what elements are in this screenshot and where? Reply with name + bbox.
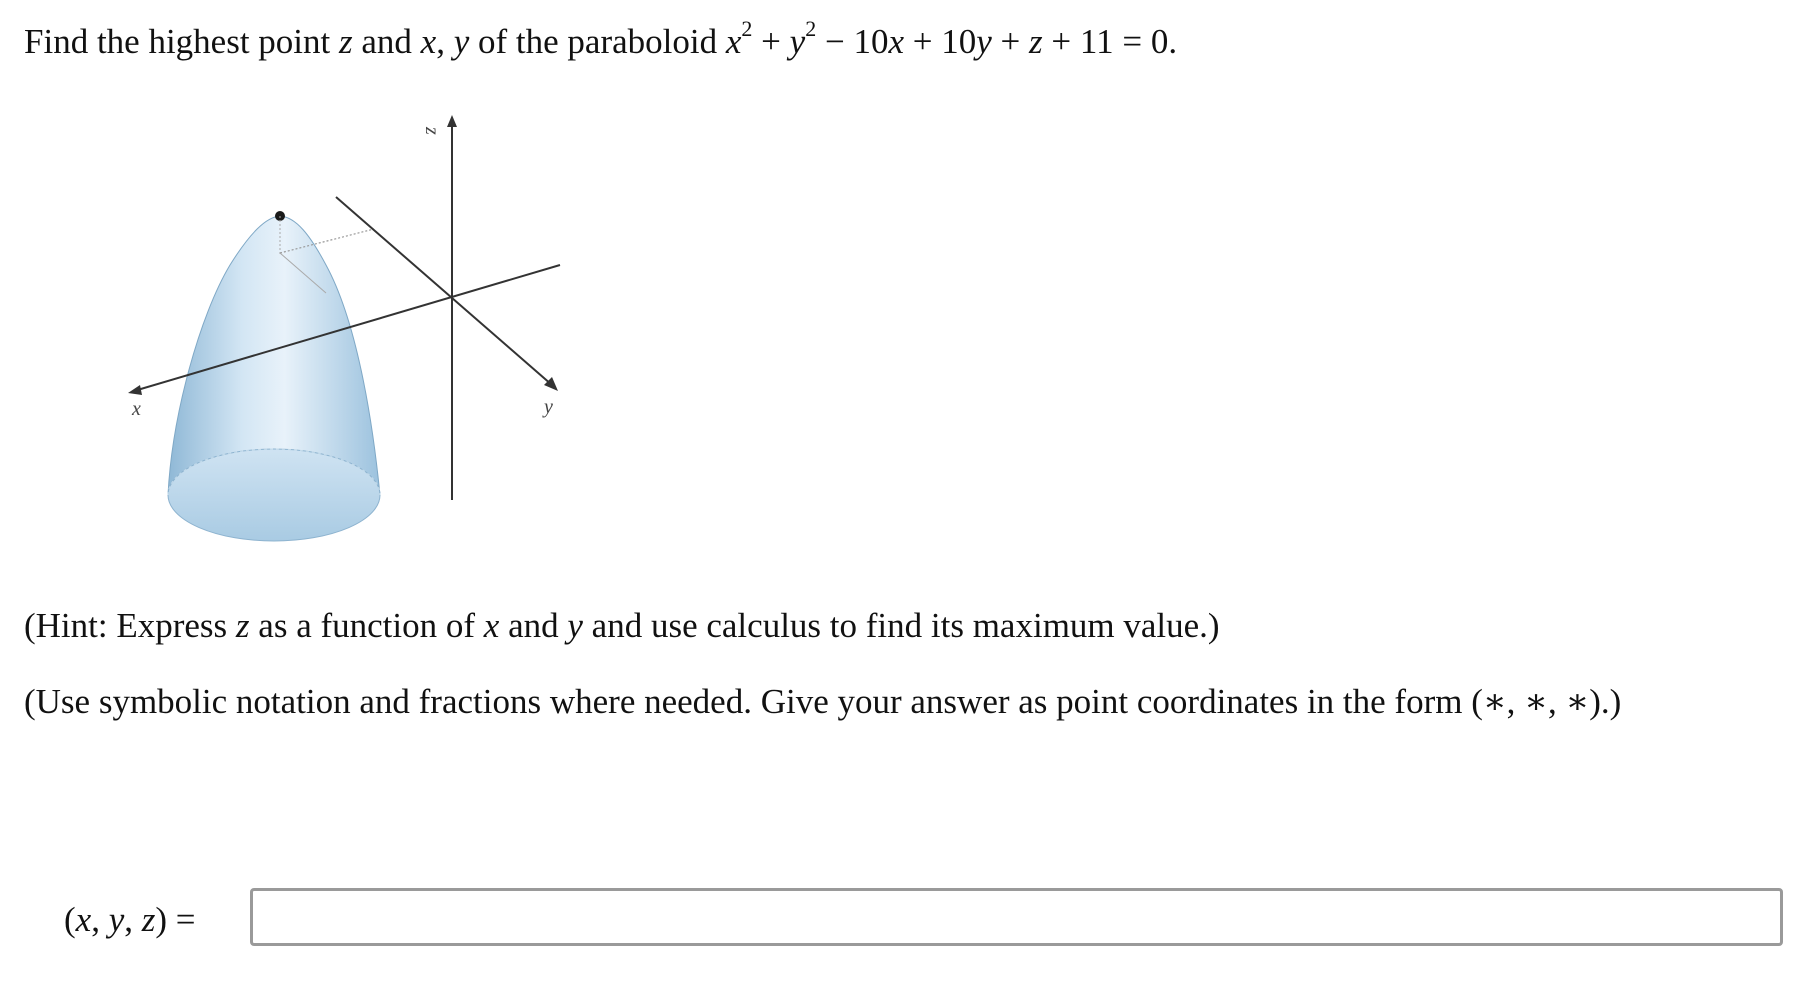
answer-input[interactable] [250,888,1783,946]
question-text: Find the highest point z and x, y of the paraboloid $x^2 + y^2 - 10x + 10y + z + 11 = 0$. [24,16,1178,61]
x-axis-arrow [128,385,142,395]
z-axis-label: z [421,127,443,135]
instructions-text: (Use symbolic notation and fractions where needed. Give your answer as point coordinates in the form (∗, ∗, ∗).) [24,682,1622,721]
x-axis-label: x [132,398,141,420]
answer-label: (x, y, z) = [64,900,196,939]
y-axis-label: y [544,396,553,418]
hint-text: (Hint: Express z as a function of x and y and use calculus to find its maximum value.) [24,606,1220,645]
paraboloid-base [168,449,380,541]
paraboloid-figure [120,115,580,575]
z-axis-arrow [447,115,457,127]
paraboloid-svg [120,115,580,575]
y-axis [336,197,552,385]
